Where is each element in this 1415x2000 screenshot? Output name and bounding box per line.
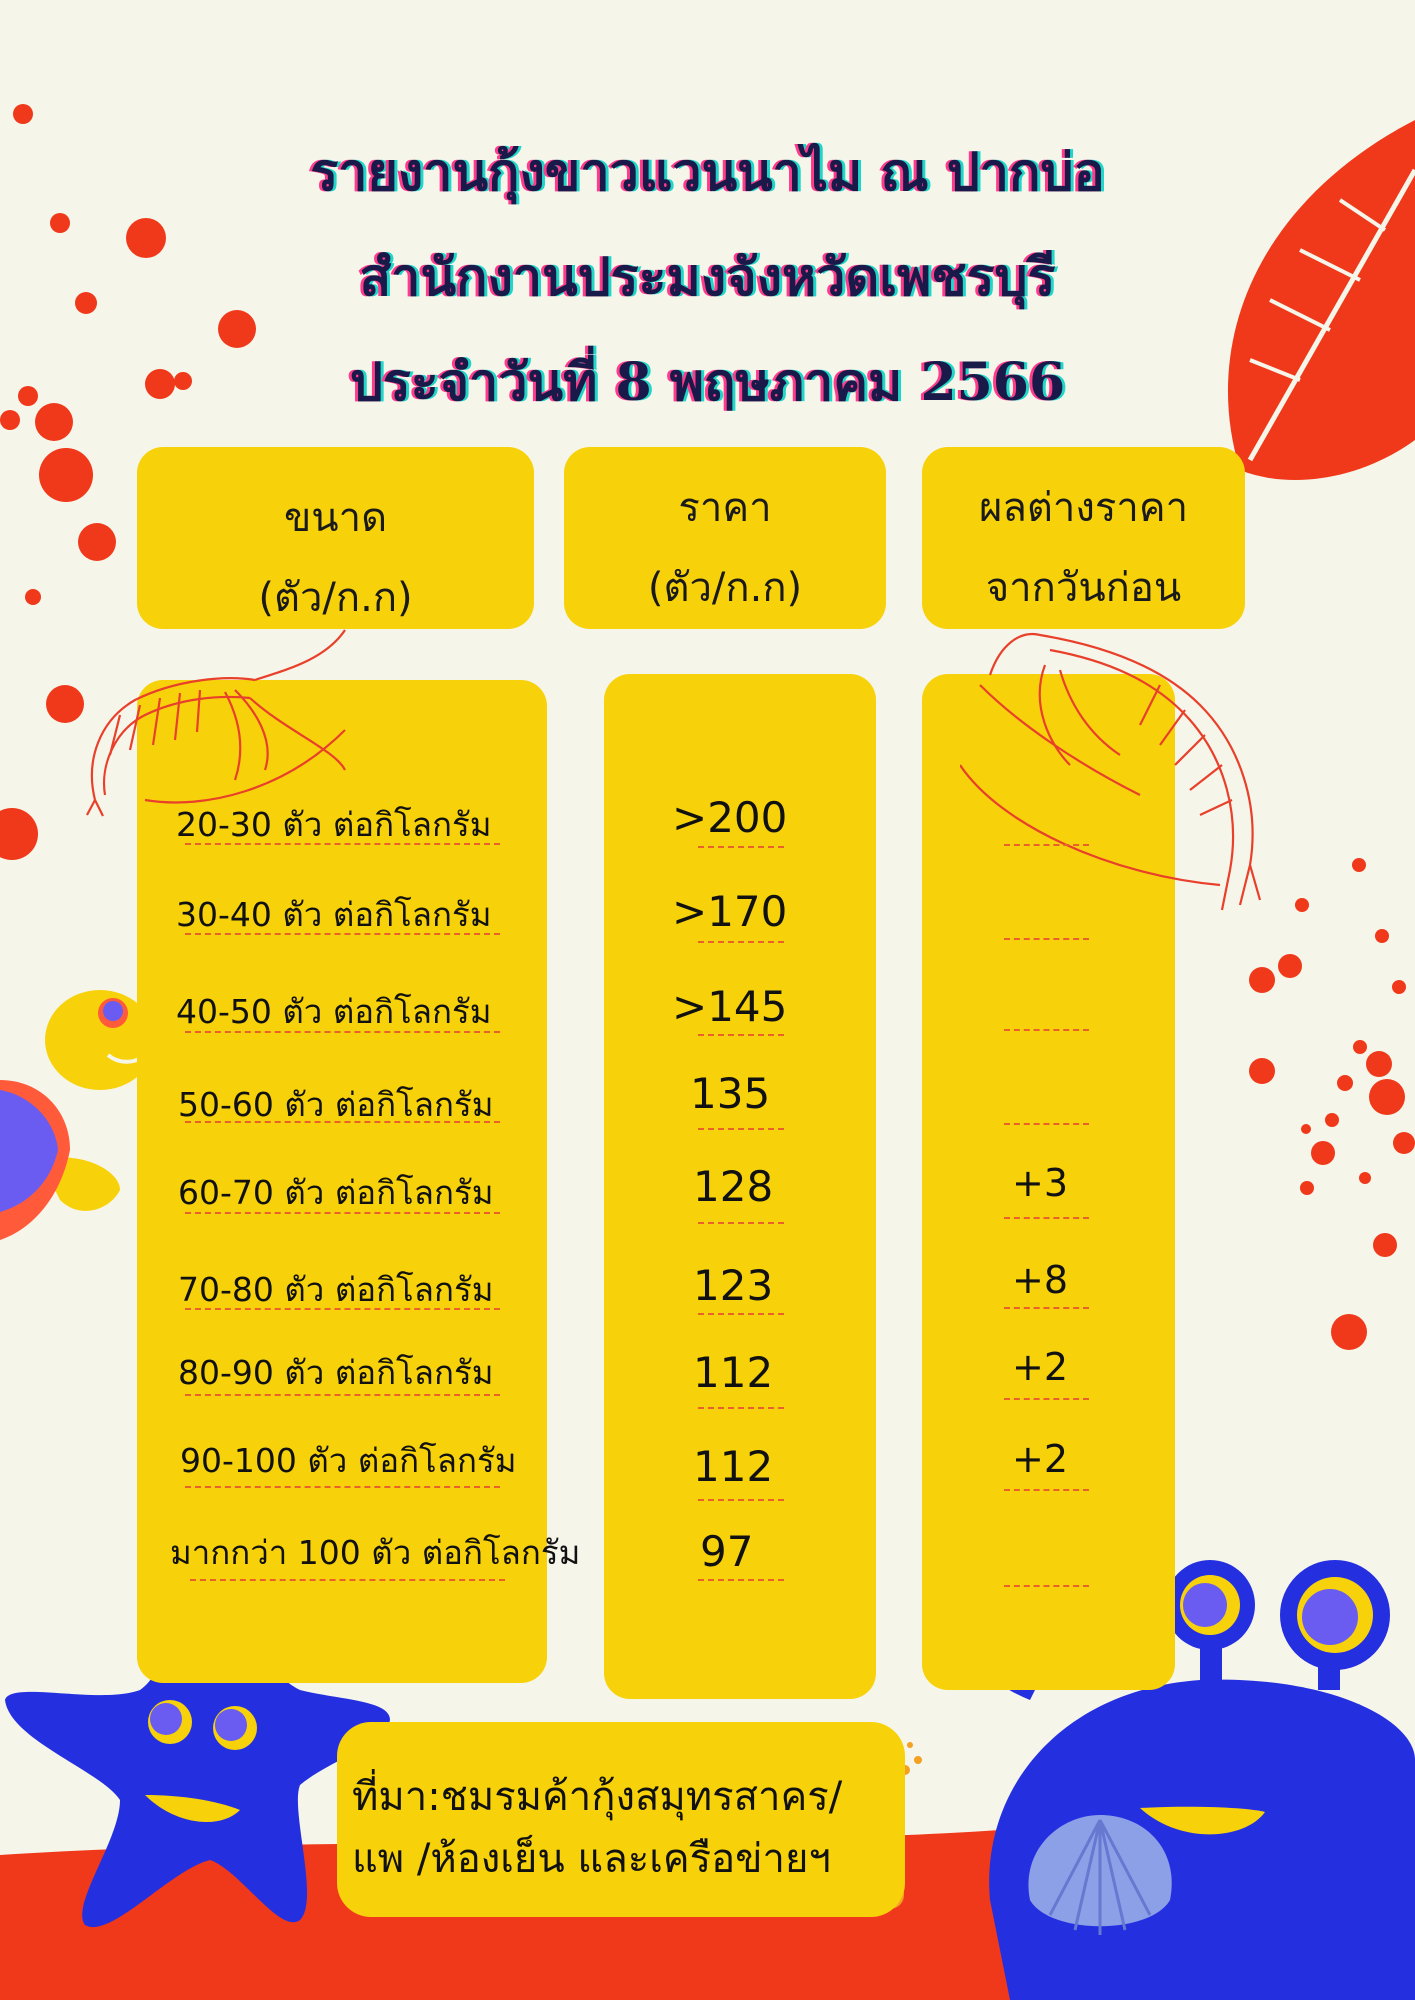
row-5-size-underline [185,1212,500,1214]
row-8-size: 90-100 ตัว ต่อกิโลกรัม [180,1441,517,1480]
header-price-line2: (ตัว/ก.ก) [647,565,803,611]
row-5-price-underline [698,1222,784,1224]
row-4-size: 50-60 ตัว ต่อกิโลกรัม [178,1085,494,1124]
row-9-diff-underline [1004,1585,1089,1587]
header-diff-line2: จากวันก่อน [985,565,1182,611]
row-3-price-underline [698,1034,784,1036]
source-box [337,1722,905,1917]
row-1-price: >200 [672,793,788,842]
row-6-price-underline [698,1313,784,1315]
header-size-line2: (ตัว/ก.ก) [258,575,413,621]
turtle-icon [0,990,155,1240]
row-4-diff-underline [1004,1123,1089,1125]
header-price-line1: ราคา [678,485,772,531]
header-size-line1: ขนาด [283,495,388,541]
report-title-line1: รายงานกุ้งขาวแวนนาไม ณ ปากบ่อ [310,142,1105,203]
row-3-diff-underline [1004,1029,1089,1031]
row-8-size-underline [185,1486,500,1488]
shrimp-icon [960,625,1290,915]
report-title-line3: ประจำวันที่ 8 พฤษภาคม 2566 [349,352,1066,413]
row-2-price: >170 [672,887,788,936]
row-5-price: 128 [693,1162,774,1211]
row-7-size: 80-90 ตัว ต่อกิโลกรัม [178,1353,494,1392]
row-9-size-underline [190,1579,505,1581]
row-1-size-underline [185,843,500,845]
row-7-price: 112 [693,1348,774,1397]
row-6-diff: +8 [1012,1258,1069,1302]
row-2-price-underline [698,941,784,943]
row-7-size-underline [185,1394,500,1396]
header-diff [922,447,1245,629]
header-diff-line1: ผลต่างราคา [978,485,1189,531]
row-5-size: 60-70 ตัว ต่อกิโลกรัม [178,1173,494,1212]
row-7-diff: +2 [1012,1345,1069,1389]
row-5-diff: +3 [1012,1161,1069,1205]
row-6-diff-underline [1004,1307,1089,1309]
row-6-size: 70-80 ตัว ต่อกิโลกรัม [178,1270,494,1309]
row-4-price-underline [698,1128,784,1130]
row-3-price: >145 [672,982,788,1031]
row-8-price-underline [698,1499,784,1501]
row-1-diff-underline [1004,844,1089,846]
row-6-size-underline [185,1308,500,1310]
row-7-price-underline [698,1407,784,1409]
row-7-diff-underline [1004,1398,1089,1400]
row-2-diff-underline [1004,938,1089,940]
row-8-diff: +2 [1012,1437,1069,1481]
row-9-price: 97 [700,1527,754,1576]
row-8-price: 112 [693,1442,774,1491]
row-5-diff-underline [1004,1217,1089,1219]
row-9-size: มากกว่า 100 ตัว ต่อกิโลกรัม [170,1533,581,1572]
row-9-price-underline [698,1579,784,1581]
header-size [137,447,534,629]
row-8-diff-underline [1004,1489,1089,1491]
row-1-size: 20-30 ตัว ต่อกิโลกรัม [176,805,492,844]
row-3-size: 40-50 ตัว ต่อกิโลกรัม [176,992,492,1031]
row-3-size-underline [185,1031,500,1033]
row-4-price: 135 [690,1069,771,1118]
row-2-size: 30-40 ตัว ต่อกิโลกรัม [176,895,492,934]
row-2-size-underline [185,933,500,935]
row-4-size-underline [185,1121,500,1123]
row-1-price-underline [698,846,784,848]
report-title-line2: สำนักงานประมงจังหวัดเพชรบุรี [359,247,1056,308]
header-price [564,447,886,629]
row-6-price: 123 [693,1261,774,1310]
bubble-dots-right [1249,858,1415,1350]
source-line2: แพ /ห้องเย็น และเครือข่ายฯ [352,1836,831,1882]
source-line1: ที่มา:ชมรมค้ากุ้งสมุทรสาคร/ [352,1774,843,1820]
